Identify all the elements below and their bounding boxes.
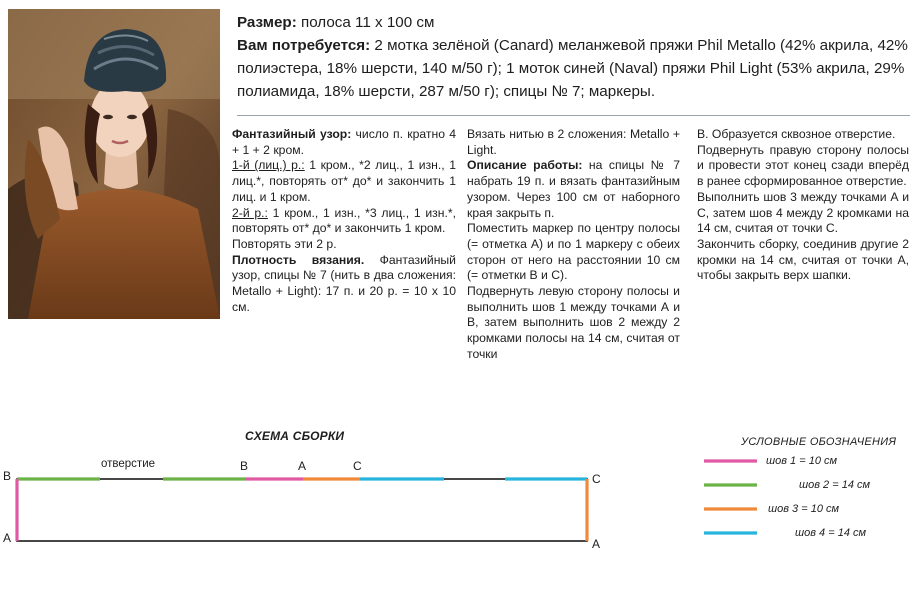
density-text: Фантазийный узор, спицы № 7 (нить в два сложения: Metallo + Light): 17 п. и 20 р. = 10 х 10 см. — [232, 252, 456, 314]
size-label: Размер: — [237, 14, 297, 31]
pattern-label: Фантазийный узор: — [232, 127, 352, 141]
legend-title: УСЛОВНЫЕ ОБОЗНАЧЕНИЯ — [741, 436, 897, 448]
work-text: на спицы № 7 набрать 19 п. и вязать фантазийным узором. Через 100 см от наборного края закрыть п. — [467, 158, 680, 220]
point-c-right: C — [592, 472, 601, 486]
legend-item-seam3: шов 3 = 10 см — [768, 503, 840, 515]
hole-paragraph: В. Образуется сквозное отверстие. — [697, 127, 896, 141]
repeat-paragraph: Повторять эти 2 р. — [232, 236, 337, 251]
strip-outline — [17, 479, 587, 541]
point-b-mid: B — [240, 459, 249, 473]
pattern-text: число п. кратно 4 + 1 + 2 кром. — [232, 127, 457, 157]
finish-paragraph: Закончить сборку, соединив другие 2 кромки на 14 см, считая от точки А, чтобы закрыть верх шапки. — [697, 236, 909, 283]
point-a-left: A — [3, 531, 12, 545]
seam34-paragraph: Выполнить шов 3 между точками А и С, затем шов 4 между 2 кромками на 14 см, считая от точки С. — [697, 189, 909, 236]
density-label: Плотность вязания. — [232, 252, 365, 267]
point-a-mid: A — [298, 459, 307, 473]
right-side-paragraph: Подвернуть правую сторону полосы и провести этот конец сзади вперёд в ранее сформированное отверстие. — [697, 142, 909, 189]
legend-item-seam4: шов 4 = 14 см — [795, 527, 867, 539]
work-label: Описание работы: — [467, 158, 583, 173]
materials-text: 2 мотка зелёной (Canard) меланжевой пряжи Phil Metallo (42% акрила, 42% полиэстера, 18% шерсти, 140 м/50 г); 1 моток синей (Naval) пряжи Phil Light (53% акрила, 29% полиамида, 18% шерсти, 287 м/50 г); спицы № 7; маркеры. — [237, 37, 908, 100]
size-text: полоса 11 х 100 см — [296, 14, 435, 31]
fold-paragraph: Подвернуть левую сторону полосы и выполнить шов 1 между точками А и В, затем выполнить шов 2 между 2 кромками полосы на 14 см, считая от точки — [467, 284, 680, 361]
legend-item-seam1: шов 1 = 10 см — [766, 455, 838, 467]
hole-label: отверстие — [101, 458, 156, 470]
point-a-right: A — [592, 537, 601, 551]
legend-item-seam2: шов 2 = 14 см — [799, 479, 871, 491]
point-c-mid: C — [353, 459, 362, 473]
row1-label: 1-й (лиц.) р.: — [232, 158, 305, 173]
schema-title: СХЕМА СБОРКИ — [245, 429, 345, 443]
row2-text: 1 кром., 1 изн., *3 лиц., 1 изн.*, повторять от* до* и закончить 1 кром. — [232, 205, 456, 236]
materials-label: Вам потребуется: — [237, 37, 371, 54]
row2-label: 2-й р.: — [232, 205, 268, 220]
thread-paragraph: Вязать нитью в 2 сложения: Metallo + Light. — [467, 127, 680, 157]
row1-text: 1 кром., *2 лиц., 1 изн., 1 лиц.*, повторять от* до* и закончить 1 лиц. и 1 кром. — [232, 158, 457, 204]
marker-paragraph: Поместить маркер по центру полосы (= отметка А) и по 1 маркеру с обеих сторон от него на расстоянии 10 см (= отметки В и С). — [467, 221, 680, 283]
point-b-left: B — [3, 469, 12, 483]
